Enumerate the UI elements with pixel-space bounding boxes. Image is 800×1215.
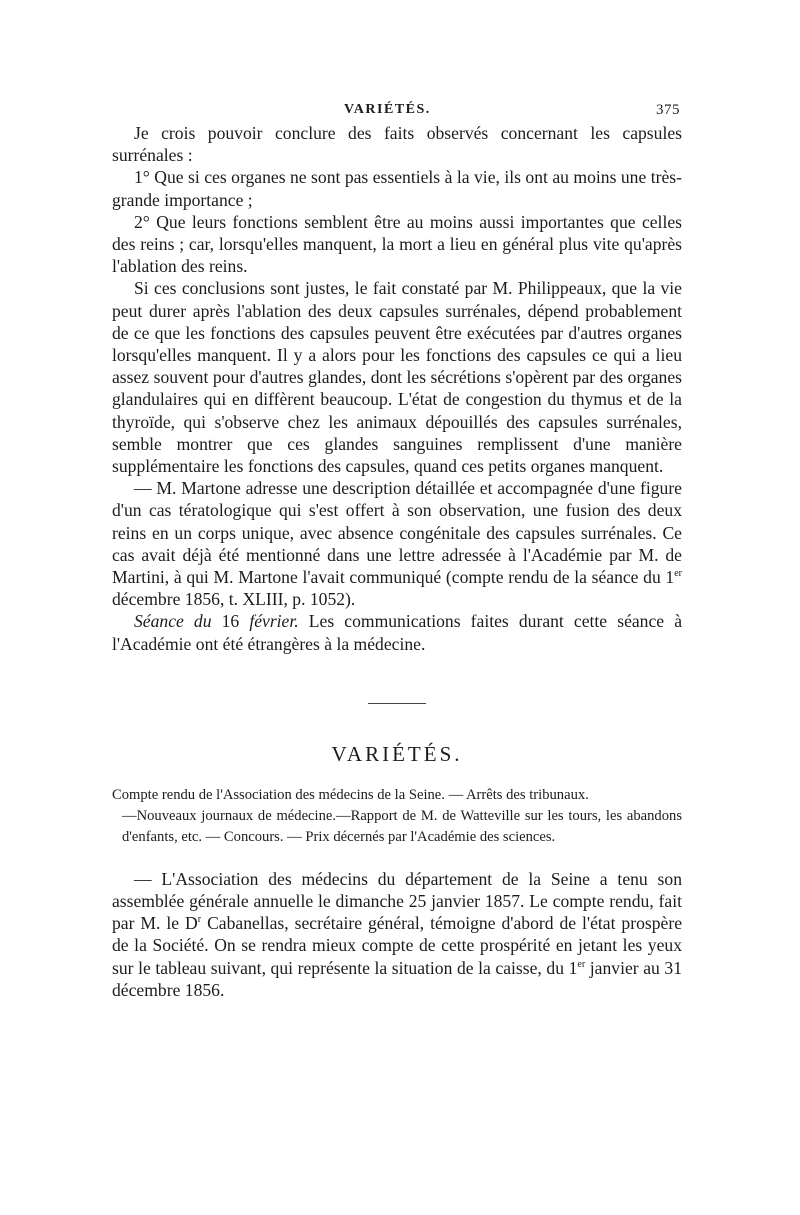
paragraph-philippeaux: Si ces conclusions sont justes, le fait constaté par M. Philippeaux, que la vie peut durer après l'ablation des deux capsules surrénales, dépend probablement de ce que les fonctions des capsules peuvent être exécutées par d'autres organes lorsqu'elles manquent. Il y a alors pour les fonctions des capsules ce qui a lieu assez souvent pour d'autres glandes, dont les sécrétions s'opèrent par des organes glandulaires qui en diffèrent beaucoup. L'état de congestion du thymus et de la thyroïde, qui s'observe chez les animaux dépouillés des capsules surrénales, semble montrer que ces glandes sanguines remplissent d'une manière supplémentaire les fonctions des capsules, quand ces petits organes manquent. — [112, 278, 682, 477]
section-separator-rule — [368, 703, 426, 704]
association-text-middle: Cabanellas, secrétaire général, témoigne d'abord de l'état prospère de la Société. On se rendra mieux compte de cette prospérité en jetant les yeux sur le tableau suivant, qui représente la situation de la caisse, du 1 — [112, 913, 683, 978]
paragraph-association — [112, 868, 682, 1001]
summary-continuation: —Nouveaux journaux de médecine.—Rapport de M. de Watteville sur les tours, les abandons d'enfants, etc. — Concours. — Prix décernés par l'Académie des sciences. — [122, 807, 682, 845]
running-head — [112, 98, 682, 122]
seance-date-number: 16 — [211, 611, 250, 632]
martone-superscript: er — [674, 568, 682, 580]
martone-text-after: décembre 1856, t. XLIII, p. 1052). — [112, 589, 356, 610]
section-summary — [112, 785, 682, 848]
association-text-before: — L'Association des médecins du département de la Seine a tenu son assemblée générale annuelle le dimanche 25 janvier 1857. Le compte rendu, fait par M. le D — [112, 868, 682, 934]
paragraph-conclusion-1: 1° Que si ces organes ne sont pas essentiels à la vie, ils ont au moins une très-grande importance ; — [112, 167, 682, 210]
summary-first-line: Compte rendu de l'Association des médecins de la Seine. — Arrêts des tribunaux. — [112, 786, 589, 803]
paragraph-conclusion-intro: Je crois pouvoir conclure des faits observés concernant les capsules surrénales : — [112, 123, 682, 166]
book-page — [112, 98, 682, 1001]
spacer — [112, 848, 682, 868]
paragraph-conclusion-2: 2° Que leurs fonctions semblent être au moins aussi importantes que celles des reins ; car, lorsqu'elles manquent, la mort a lieu en général plus vite qu'après l'ablation des reins. — [112, 211, 682, 277]
seance-text: Les communications faites durant cette séance à l'Académie ont été étrangères à la médecine. — [112, 611, 683, 654]
section-title: VARIÉTÉS. — [331, 741, 463, 766]
running-head-title: VARIÉTÉS. — [344, 102, 431, 117]
seance-label: Séance du — [134, 611, 212, 632]
paragraph-seance — [112, 610, 682, 654]
martone-text-before: — M. Martone adresse une description détaillée et accompagnée d'une figure d'un cas tératologique qui s'est offert à son observation, une fusion des deux reins en un corps unique, avec absence congénitale des capsules surrénales. Ce cas avait déjà été mentionné dans une lettre adressée à l'Académie par M. de Martini, à qui M. Martone l'avait communiqué (compte rendu de la séance du 1 — [112, 478, 682, 588]
paragraph-martone — [112, 477, 682, 610]
association-superscript-er: er — [577, 958, 586, 970]
page-number: 375 — [656, 102, 680, 118]
seance-month: février. — [249, 611, 299, 632]
association-text-after: janvier au 31 décembre 1856. — [112, 957, 682, 1000]
association-superscript-r: r — [197, 914, 202, 926]
